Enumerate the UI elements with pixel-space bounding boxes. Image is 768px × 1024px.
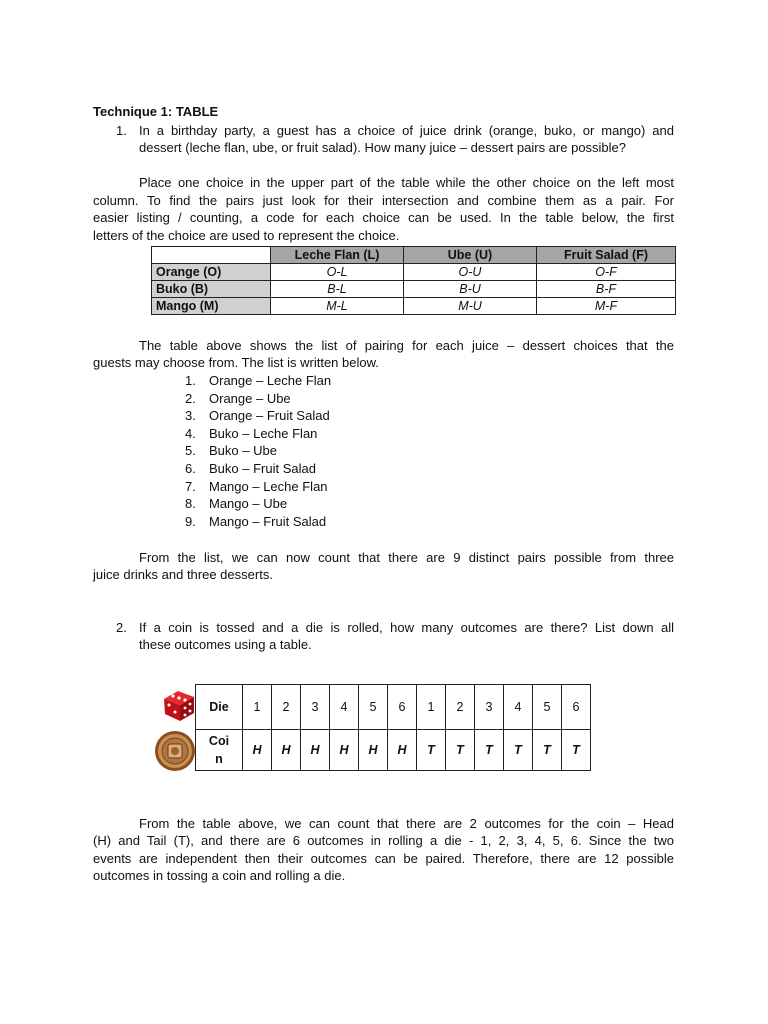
die-value: 4	[504, 685, 533, 730]
q1-line-1: In a birthday party, a guest has a choice of juice drink (orange, buko, or mango) and	[139, 123, 674, 138]
die-label: Die	[196, 685, 243, 730]
list-number: 1.	[185, 373, 196, 388]
row-header: Orange (O)	[152, 264, 271, 281]
coin-icon	[154, 730, 196, 772]
para2-line-1: The table above shows the list of pairing for each juice – dessert choices that the	[139, 338, 674, 353]
coin-value: T	[504, 730, 533, 771]
coin-value: H	[359, 730, 388, 771]
list-number: 2.	[185, 391, 196, 406]
die-value: 3	[475, 685, 504, 730]
table-cell: M-F	[537, 298, 676, 315]
die-value: 1	[417, 685, 446, 730]
die-value: 6	[562, 685, 591, 730]
table-cell: M-L	[271, 298, 404, 315]
row-header: Buko (B)	[152, 281, 271, 298]
para1-line-3: easier listing / counting, a code for each choice can be used. In the table below, the first	[93, 210, 674, 225]
list-number: 7.	[185, 479, 196, 494]
list-item: Mango – Leche Flan	[209, 479, 328, 494]
coin-value: H	[301, 730, 330, 771]
table-header-row	[152, 247, 676, 264]
die-coin-table	[195, 684, 591, 771]
list-item: Orange – Fruit Salad	[209, 408, 330, 423]
table-cell: M-U	[404, 298, 537, 315]
list-number: 8.	[185, 496, 196, 511]
list-item: Orange – Ube	[209, 391, 291, 406]
q2-line-2: these outcomes using a table.	[139, 637, 312, 652]
coin-row	[196, 730, 591, 771]
list-number: 4.	[185, 426, 196, 441]
column-header: Fruit Salad (F)	[537, 247, 676, 264]
list-number: 6.	[185, 461, 196, 476]
coin-label	[196, 730, 243, 771]
table-row	[152, 264, 676, 281]
die-value: 5	[359, 685, 388, 730]
para4-line-2: (H) and Tail (T), and there are 6 outcomes in rolling a die - 1, 2, 3, 4, 5, 6. Since the two	[93, 833, 674, 848]
table-cell: B-L	[271, 281, 404, 298]
list-item: Orange – Leche Flan	[209, 373, 332, 388]
list-number: 9.	[185, 514, 196, 529]
table-corner-cell	[152, 247, 271, 264]
table-cell: O-L	[271, 264, 404, 281]
table-cell: O-F	[537, 264, 676, 281]
para4-line-1: From the table above, we can count that there are 2 outcomes for the coin – Head	[139, 816, 674, 831]
q1-number: 1.	[116, 123, 127, 138]
para1-line-1: Place one choice in the upper part of the table while the other choice on the left most	[139, 175, 674, 190]
q1-line-2: dessert (leche flan, ube, or fruit salad). How many juice – dessert pairs are possible?	[139, 140, 627, 155]
die-value: 1	[243, 685, 272, 730]
die-value: 3	[301, 685, 330, 730]
para3-line-2: juice drinks and three desserts.	[93, 567, 273, 582]
coin-value: T	[562, 730, 591, 771]
list-item: Buko – Fruit Salad	[209, 461, 316, 476]
coin-value: T	[446, 730, 475, 771]
para2-line-2: guests may choose from. The list is written below.	[93, 355, 379, 370]
coin-value: H	[272, 730, 301, 771]
table-cell: B-F	[537, 281, 676, 298]
dice-icon	[160, 687, 198, 723]
die-value: 2	[446, 685, 475, 730]
list-number: 3.	[185, 408, 196, 423]
para3-line-1: From the list, we can now count that there are 9 distinct pairs possible from three	[139, 550, 674, 565]
list-item: Mango – Fruit Salad	[209, 514, 327, 529]
die-value: 4	[330, 685, 359, 730]
coin-value: H	[330, 730, 359, 771]
juice-dessert-table	[151, 246, 676, 315]
coin-value: T	[417, 730, 446, 771]
para1-line-4: letters of the choice are used to represent the choice.	[93, 228, 400, 243]
para4-line-3: events are independent then their outcomes can be paired. Therefore, there are 12 possible	[93, 851, 674, 866]
q2-number: 2.	[116, 620, 127, 635]
die-row	[196, 685, 591, 730]
list-number: 5.	[185, 443, 196, 458]
para1-line-2: column. To find the pairs just look for their intersection and combine them as a pair. For	[93, 193, 674, 208]
coin-value: H	[243, 730, 272, 771]
table-row	[152, 298, 676, 315]
coin-label-part-2: n	[215, 752, 223, 766]
para4-line-4: outcomes in tossing a coin and rolling a die.	[93, 868, 346, 883]
die-value: 2	[272, 685, 301, 730]
row-header: Mango (M)	[152, 298, 271, 315]
table-cell: O-U	[404, 264, 537, 281]
coin-value: T	[475, 730, 504, 771]
list-item: Mango – Ube	[209, 496, 288, 511]
list-item: Buko – Leche Flan	[209, 426, 318, 441]
coin-label-part-1: Coi	[208, 734, 230, 748]
q2-line-1: If a coin is tossed and a die is rolled, how many outcomes are there? List down all	[139, 620, 674, 635]
column-header: Ube (U)	[404, 247, 537, 264]
die-value: 6	[388, 685, 417, 730]
table-cell: B-U	[404, 281, 537, 298]
section-heading: Technique 1: TABLE	[93, 104, 219, 119]
table-row	[152, 281, 676, 298]
coin-value: H	[388, 730, 417, 771]
coin-value: T	[533, 730, 562, 771]
list-item: Buko – Ube	[209, 443, 277, 458]
die-value: 5	[533, 685, 562, 730]
column-header: Leche Flan (L)	[271, 247, 404, 264]
